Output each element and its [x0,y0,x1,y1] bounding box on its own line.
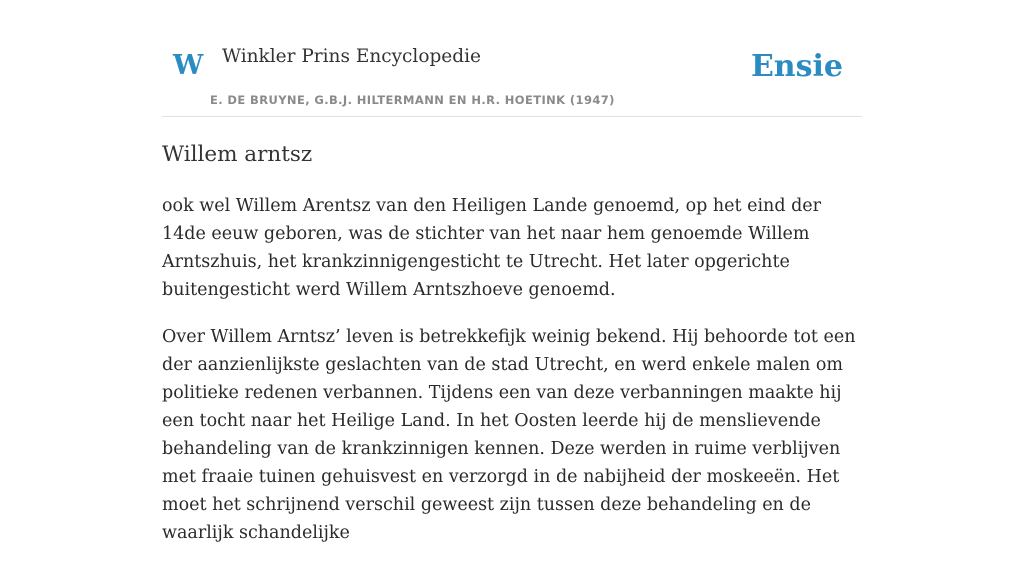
article [162,140,862,566]
ensie-brand-logo[interactable]: Ensie [750,49,843,84]
source-authors: E. DE BRUYNE, G.B.J. HILTERMANN EN H.R. HOETINK (1947) [210,93,615,107]
source-title-link[interactable]: Winkler Prins Encyclopedie [222,46,481,67]
encyclopedia-logo-icon[interactable]: W [173,50,204,81]
page-header [162,0,862,117]
article-paragraph-1: ook wel Willem Arentsz van den Heiligen Lande genoemd, op het eind der 14de eeuw geboren, was de stichter van het naar hem genoemde Willem Arntszhuis, het krankzinnigengesticht te Utrecht. Het later opgerichte buitengesticht werd Willem Arntszhoeve genoemd. [162,196,822,301]
article-title: Willem arntsz [162,142,313,167]
article-paragraph-2: Over Willem Arntsz’ leven is betrekkefijk weinig bekend. Hij behoorde tot een der aanzienlijkste geslachten van de stad Utrecht, en werd enkele malen om politieke redenen verbannen. Tijdens een van deze verbanningen maakte hij een tocht naar het Heilige Land. In het Oosten leerde hij de menslievende behandeling van de krankzinnigen kennen. Deze werden in ruime verblijven met fraaie tuinen gehuisvest en verzorgd in de nabijheid der moskeeën. Het moet het schrijnend verschil geweest zijn tussen deze behandeling en de waarlijk schandelijke [162,327,856,544]
